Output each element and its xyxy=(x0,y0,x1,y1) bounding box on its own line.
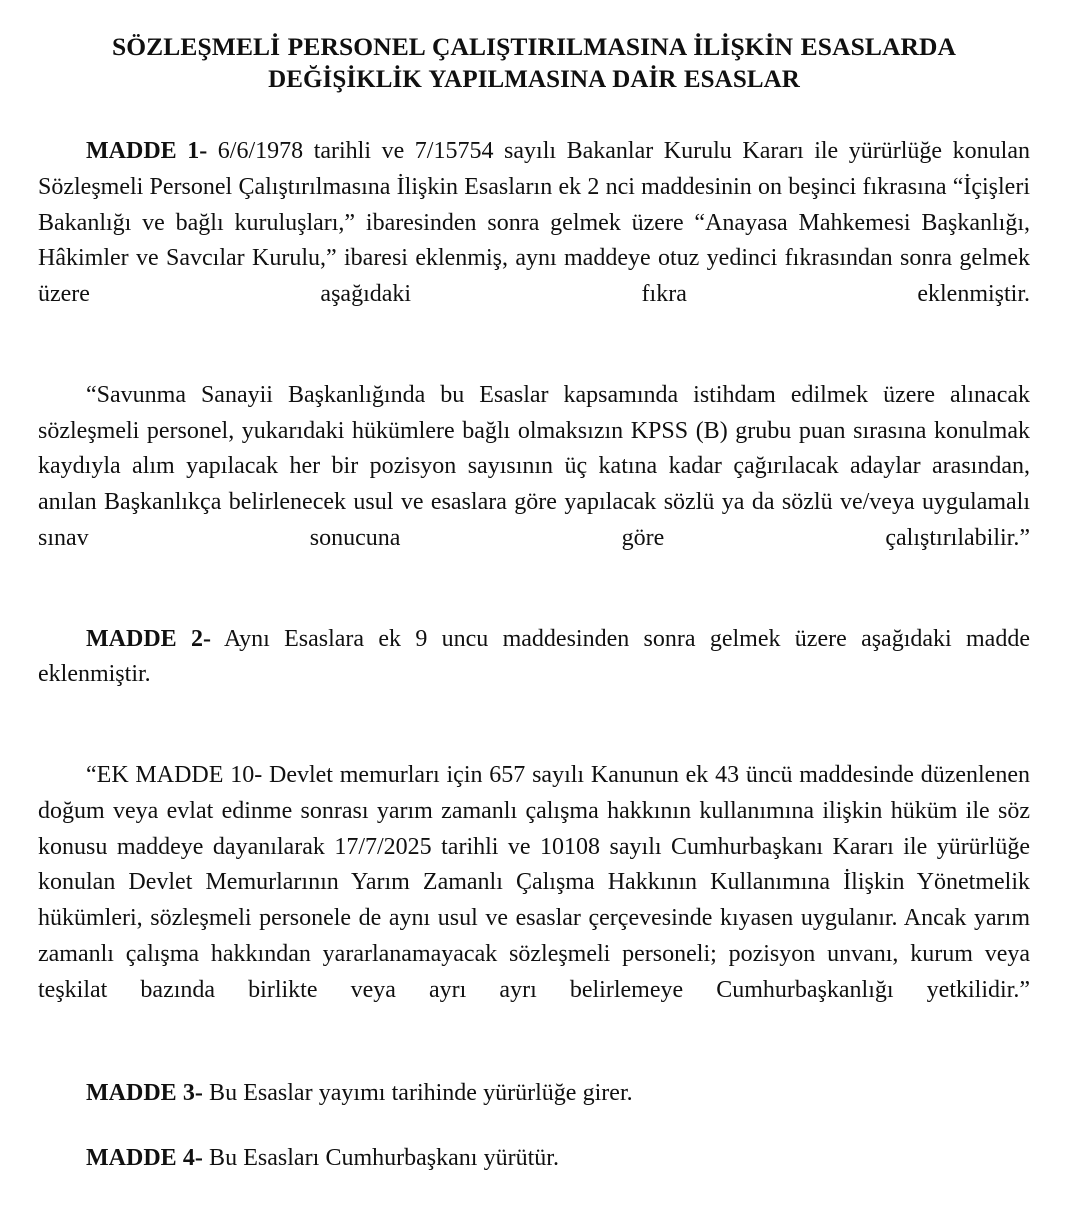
article-ek-madde-10 xyxy=(38,758,1030,1044)
article-madde-1-added-clause xyxy=(38,378,1030,593)
article-madde-2-text: Aynı Esaslara ek 9 uncu maddesinden sonra gelmek üzere aşağıdaki madde eklenmiştir. xyxy=(38,625,1030,688)
document-content xyxy=(38,0,1030,1177)
article-madde-4 xyxy=(38,1141,1030,1177)
article-madde-1 xyxy=(38,134,1030,349)
article-madde-4-label: MADDE 4- xyxy=(86,1145,203,1172)
article-madde-3-label: MADDE 3- xyxy=(86,1080,203,1107)
article-madde-2-label: MADDE 2- xyxy=(86,625,211,652)
page-title-line-1: SÖZLEŞMELİ PERSONEL ÇALIŞTIRILMASINA İLİŞKİN ESASLARDA xyxy=(111,32,957,61)
article-madde-2 xyxy=(38,622,1030,729)
article-madde-3-text: Bu Esaslar yayımı tarihinde yürürlüğe girer. xyxy=(202,1080,633,1107)
page-title-line-2: DEĞİŞİKLİK YAPILMASINA DAİR ESASLAR xyxy=(268,66,800,93)
article-madde-4-text: Bu Esasları Cumhurbaşkanı yürütür. xyxy=(202,1145,559,1172)
article-ek-madde-10-text: Devlet memurları için 657 sayılı Kanunun ek 43 üncü maddesinde düzenlenen doğum veya evlat edinme sonrası yarım zamanlı çalışma hakkının kullanımına ilişkin hüküm ile söz konusu maddeye dayanılarak 17/7/2025 tarihli ve 10108 sayılı Cumhurbaşkanı Kararı ile yürürlüğe konulan Devlet Memurlarının Yarım Zamanlı Çalışma Hakkının Kullanımına İlişkin Yönetmelik hükümleri, sözleşmeli personele de aynı usul ve esaslar çerçevesinde kıyasen uygulanır. Ancak yarım zamanlı çalışma hakkından yararlanamayacak sözleşmeli personeli; pozisyon unvanı, kurum veya teşkilat bazında birlikte veya ayrı ayrı belirlemeye Cumhurbaşkanlığı yetkilidir.” xyxy=(38,761,1030,1003)
article-madde-1-text: 6/6/1978 tarihli ve 7/15754 sayılı Bakanlar Kurulu Kararı ile yürürlüğe konulan Sözleşmeli Personel Çalıştırılmasına İlişkin Esasların ek 2 nci maddesinin on beşinci fıkrasına “İçişleri Bakanlığı ve bağlı kuruluşları,” ibaresinden sonra gelmek üzere “Anayasa Mahkemesi Başkanlığı, Hâkimler ve Savcılar Kurulu,” ibaresi eklenmiş, aynı maddeye otuz yedinci fıkrasından sonra gelmek üzere aşağıdaki fıkra eklenmiştir. xyxy=(38,138,1030,308)
page-title xyxy=(38,0,1030,96)
article-madde-3 xyxy=(38,1076,1030,1112)
article-ek-madde-10-label: “EK MADDE 10- xyxy=(86,761,263,788)
article-madde-1-label: MADDE 1- xyxy=(86,138,208,164)
article-madde-1-added-clause-text: “Savunma Sanayii Başkanlığında bu Esaslar kapsamında istihdam edilmek üzere alınacak sözleşmeli personel, yukarıdaki hükümlere bağlı olmaksızın KPSS (B) grubu puan sırasına konulmak kaydıyla alım yapılacak her bir pozisyon sayısının üç katına kadar çağırılacak adaylar arasından, anılan Başkanlıkça belirlenecek usul ve esaslara göre yapılacak sözlü ya da sözlü ve/veya uygulamalı sınav sonucuna göre çalıştırılabilir.” xyxy=(38,381,1030,551)
